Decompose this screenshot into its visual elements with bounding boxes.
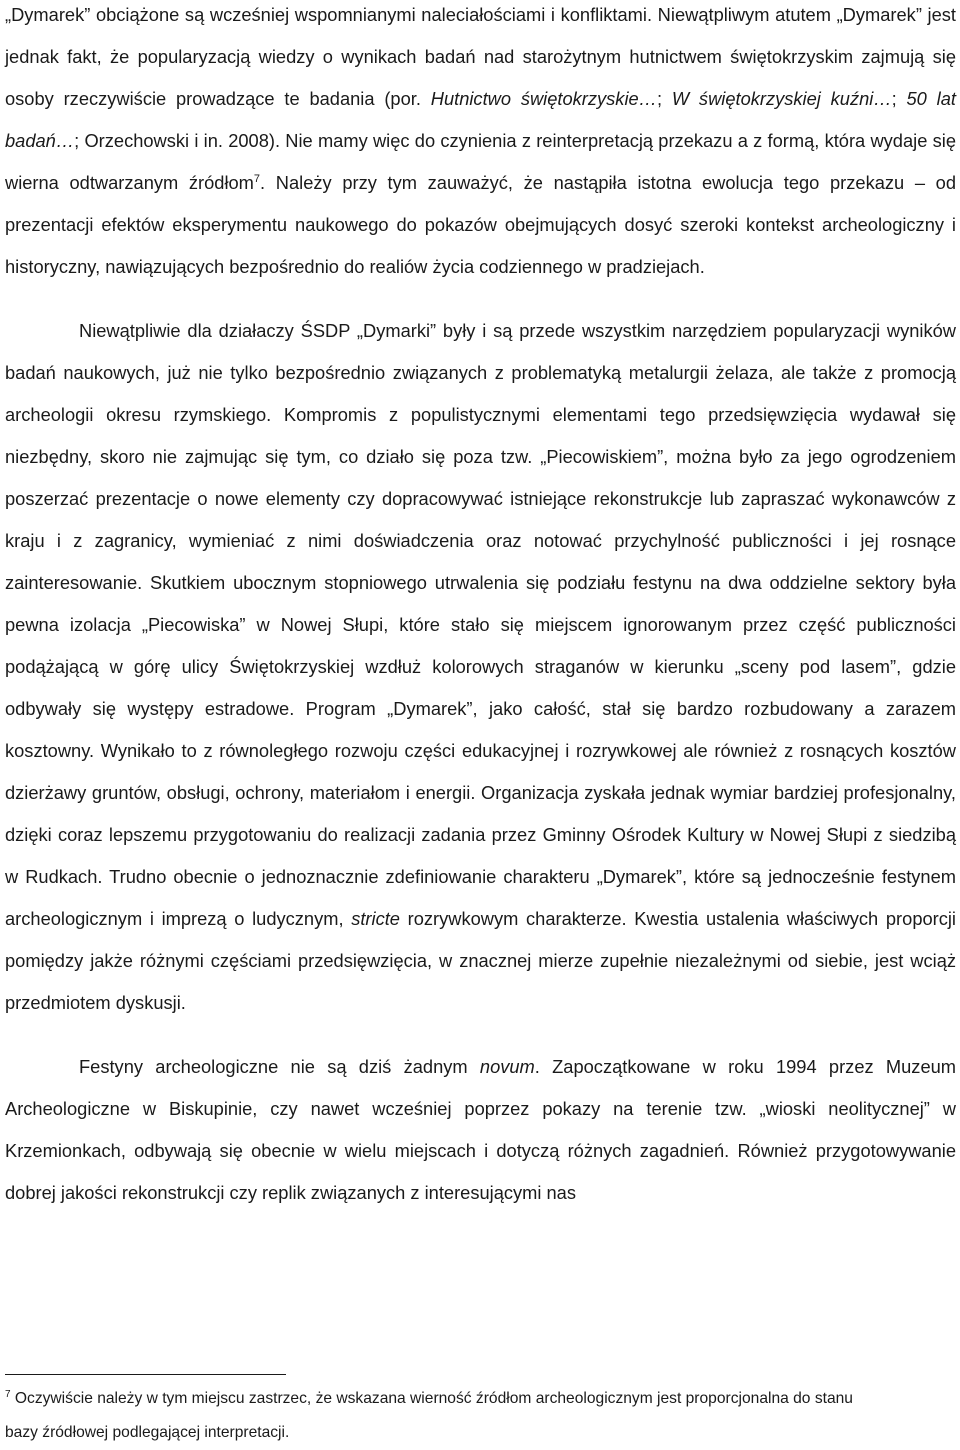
paragraph-text: . Nie mamy więc do czynienia z reinterpretacją przekazu a z formą, która wydaje się wierna odtwarzanym źródłom: [5, 130, 956, 193]
paragraph-text: Niewątpliwie dla działaczy ŚSDP „Dymarki” były i są przede wszystkim narzędziem popularyzacji wyników badań naukowych, już nie tylko bezpośrednio związanych z problematyką metalurgii żelaza, ale także z promocją archeologii okresu rzymskiego. Kompromis z populistycznymi elementami tego przedsięwzięcia wydawał się niezbędny, skoro nie zajmując się tym, co działo się poza tzw. „Piecowiskiem”, można było za jego ogrodzeniem poszerzać prezentacje o nowe elementy czy dopracowywać istniejące rekonstrukcje lub zapraszać wykonawców z kraju i z zagranicy, wymieniać z nimi doświadczenia oraz notować przychylność publiczności i jej rosnące zainteresowanie. Skutkiem ubocznym stopniowego utrwalenia się podziału festynu na dwa oddzielne sektory była pewna izolacja „Piecowiska” w Nowej Słupi, które stało się miejscem ignorowanym przez część publiczności podążającą w górę ulicy Świętokrzyskiej wzdłuż kolorowych straganów w kierunku „sceny pod lasem”, gdzie odbywały się występy estradowe. Program „Dymarek”, jako całość, stał się bardzo rozbudowany a zarazem kosztowny. Wynikało to z równoległego rozwoju części edukacyjnej i rozrywkowej ale również z rosnących kosztów dzierżawy gruntów, obsługi, ochrony, materiałom i energii. Organizacja zyskała jednak wymiar bardziej profesjonalny, dzięki coraz lepszemu przygotowaniu do realizacji zadania przez Gminny Ośrodek Kultury w Nowej Słupi z siedzibą w Rudkach. Trudno obecnie o jednoznacznie zdefiniowanie charakteru „Dymarek”, które są jednocześnie festynem archeologicznym i imprezą o ludycznym,: [5, 320, 956, 929]
paragraph-dymarki-popularization: [5, 0, 956, 288]
footnote-mark: 7: [5, 1388, 11, 1400]
citation-hutnictwo: Hutnictwo świętokrzyskie…: [430, 88, 657, 109]
citation-orzechowski: ; Orzechowski i in. 2008): [74, 130, 275, 151]
document-page: [5, 0, 956, 1214]
footnote-reference[interactable]: 7: [253, 172, 261, 185]
paragraph-ssdp-dymarki: [5, 310, 956, 1024]
latin-term: novum: [479, 1056, 535, 1077]
citation-separator: ;: [656, 88, 672, 109]
footnote-separator: [5, 1374, 286, 1375]
paragraph-text: rozrywkowym charakterze. Kwestia ustalenia właściwych proporcji pomiędzy jakże różnymi częściami przedsięwzięcia, w znacznej mierze zupełnie niezależnymi od siebie, jest wciąż przedmiotem dyskusji.: [5, 908, 956, 1013]
paragraph-text: Festyny archeologiczne nie są dziś żadnym: [79, 1056, 480, 1077]
paragraph-text: . Należy przy tym zauważyć, że nastąpiła istotna ewolucja tego przekazu – od prezentacji efektów eksperymentu naukowego do pokazów obejmujących dosyć szeroki kontekst archeologiczny i historyczny, nawiązujących bezpośrednio do realiów życia codziennego w pradziejach.: [5, 172, 957, 277]
citation-kuznia: W świętokrzyskiej kuźni…: [671, 88, 892, 109]
footnote-text: Oczywiście należy w tym miejscu zastrzec, że wskazana wierność źródłom archeologicznym jest proporcjonalna do stanu bazy źródłowej podlegającej interpretacji.: [5, 1390, 853, 1441]
paragraph-archaeological-festivals: [5, 1046, 956, 1214]
latin-term: stricte: [351, 908, 400, 929]
citation-50-lat: 50 lat badań…: [5, 88, 956, 151]
footnote-7: [5, 1382, 875, 1450]
paragraph-text: . Zapoczątkowane w roku 1994 przez Muzeum Archeologiczne w Biskupinie, czy nawet wcześniej poprzez pokazy na terenie tzw. „wioski neolitycznej” w Krzemionkach, odbywają się obecnie w wielu miejscach i dotyczą różnych zagadnień. Również przygotowywanie dobrej jakości rekonstrukcji czy replik związanych z interesującymi nas: [5, 1056, 957, 1203]
paragraph-text: „Dymarek” obciążone są wcześniej wspomnianymi naleciałościami i konfliktami. Niewątpliwym atutem „Dymarek” jest jednak fakt, że popularyzacją wiedzy o wynikach badań nad starożytnym hutnictwem świętokrzyskim zajmują się osoby rzeczywiście prowadzące te badania (por.: [5, 4, 956, 109]
citation-separator: ;: [891, 88, 907, 109]
